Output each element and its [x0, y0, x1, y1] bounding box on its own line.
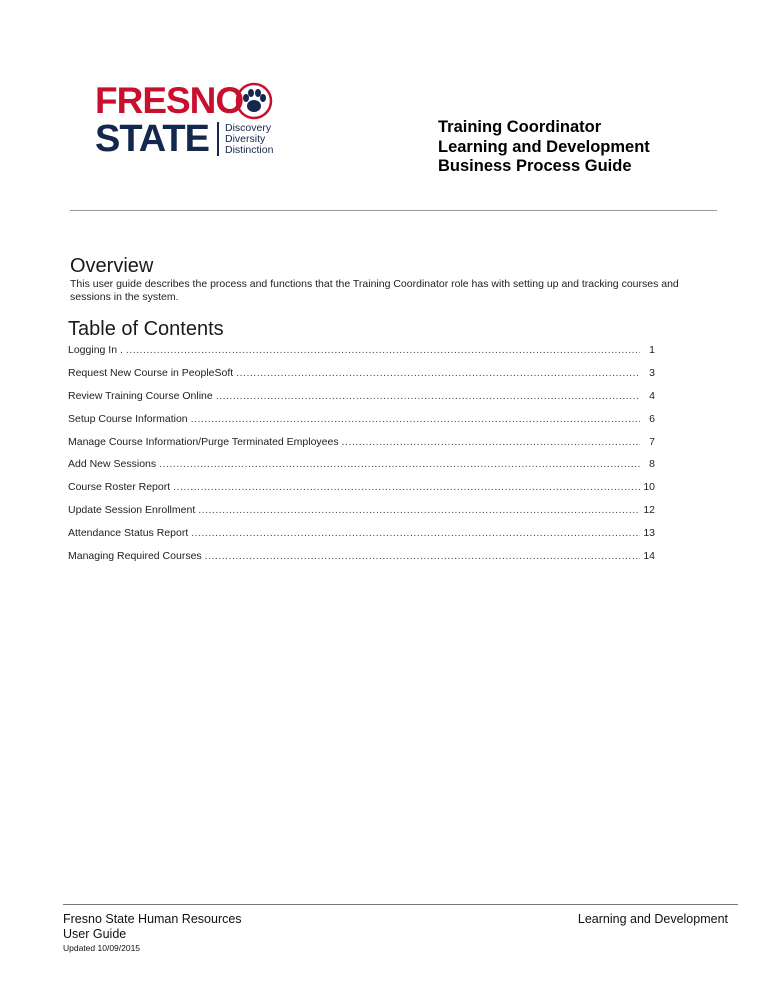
toc-entry-page: 14 — [643, 550, 655, 563]
toc-entry-label: Request New Course in PeopleSoft — [68, 366, 234, 379]
toc-entry-page: 7 — [649, 435, 655, 448]
footer-left — [63, 912, 242, 954]
toc-entry-label: Setup Course Information — [68, 412, 188, 425]
toc-leader-dots — [159, 458, 640, 470]
footer-doc-type: User Guide — [63, 927, 127, 941]
title-line: Business Process Guide — [438, 157, 632, 175]
toc-leader-dots — [126, 344, 640, 356]
toc-entry-logging-in[interactable] — [68, 344, 655, 367]
title-line: Training Coordinator — [438, 118, 602, 136]
toc-entry-label: Add New Sessions — [68, 458, 157, 471]
toc-entry-label: Review Training Course Online — [68, 389, 213, 402]
logo-tagline: Diversity — [225, 133, 266, 145]
footer-divider — [63, 904, 738, 905]
footer-department: Learning and Development — [577, 912, 728, 926]
toc-entry-label: Attendance Status Report — [68, 527, 189, 540]
overview-heading: Overview — [70, 255, 154, 277]
toc-leader-dots — [191, 413, 640, 425]
overview-text: This user guide describes the process and functions that the Training Coordinator role has with setting up and tracking courses and sessions in the system. — [70, 278, 679, 303]
logo-divider — [217, 122, 219, 156]
logo-wordmark-state: STATE — [95, 118, 209, 160]
toc-entry-page: 1 — [649, 344, 655, 356]
toc-entry-page: 12 — [643, 504, 655, 517]
toc-leader-dots — [173, 481, 640, 493]
toc-leader-dots — [205, 550, 640, 562]
table-of-contents — [68, 344, 655, 573]
paw-print-icon — [235, 82, 273, 120]
toc-entry-label: Course Roster Report — [68, 481, 171, 494]
toc-entry-label: Managing Required Courses — [68, 550, 202, 563]
toc-entry-page: 13 — [643, 527, 655, 540]
toc-entry-request-new-course[interactable] — [68, 367, 655, 390]
toc-entry-review-training-course[interactable] — [68, 390, 655, 413]
footer-org: Fresno State Human Resources — [63, 912, 242, 926]
title-line: Learning and Development — [438, 137, 650, 156]
toc-entry-page: 4 — [649, 389, 655, 402]
toc-entry-page: 10 — [643, 481, 655, 494]
toc-entry-label: Logging In . — [68, 344, 123, 356]
toc-leader-dots — [236, 367, 640, 379]
toc-entry-manage-course-information[interactable] — [68, 436, 655, 459]
toc-entry-add-new-sessions[interactable] — [68, 458, 655, 481]
toc-leader-dots — [216, 390, 640, 402]
toc-leader-dots — [198, 504, 640, 516]
toc-heading: Table of Contents — [68, 318, 224, 340]
toc-leader-dots — [342, 436, 640, 448]
logo-tagline: Distinction — [225, 144, 274, 156]
toc-entry-label: Update Session Enrollment — [68, 504, 196, 517]
toc-entry-attendance-status-report[interactable] — [68, 527, 655, 550]
header-divider — [70, 210, 717, 211]
toc-entry-page: 3 — [649, 366, 655, 379]
toc-entry-setup-course-information[interactable] — [68, 413, 655, 436]
logo-wordmark-fresno: FRESNO — [95, 80, 244, 121]
toc-entry-page: 6 — [649, 412, 655, 425]
document-title — [438, 118, 650, 177]
toc-entry-page: 8 — [649, 458, 655, 471]
toc-entry-course-roster-report[interactable] — [68, 481, 655, 504]
toc-leader-dots — [191, 527, 640, 539]
fresno-state-logo — [95, 82, 285, 162]
toc-entry-update-session-enrollment[interactable] — [68, 504, 655, 527]
toc-entry-label: Manage Course Information/Purge Terminated Employees — [68, 435, 339, 448]
logo-tagline: Discovery — [225, 122, 272, 134]
footer-updated-date: Updated 10/09/2015 — [63, 943, 141, 953]
toc-entry-managing-required-courses[interactable] — [68, 550, 655, 573]
